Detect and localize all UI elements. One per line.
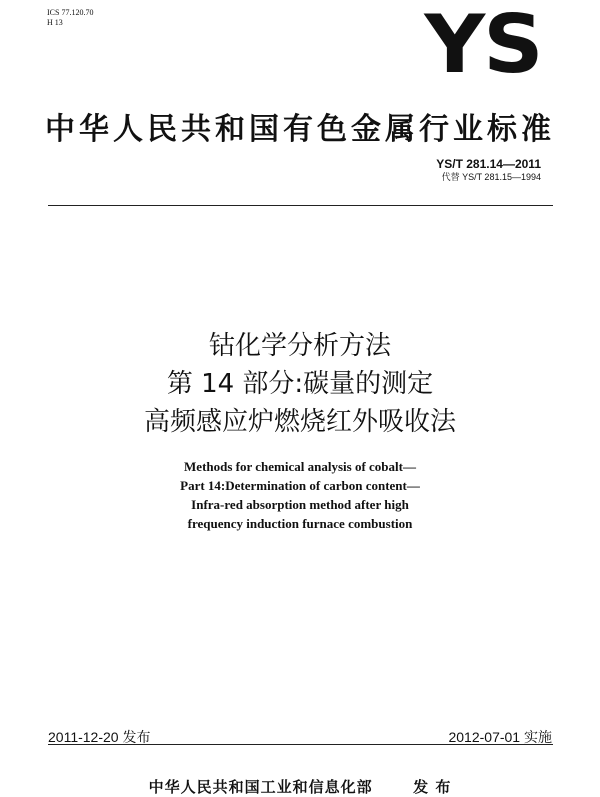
issue-date: 2011-12-20 发布 xyxy=(48,729,151,745)
issuer-action: 发 布 xyxy=(413,778,452,796)
implementation-date: 2012-07-01 实施 xyxy=(448,729,552,745)
en-title-line4: frequency induction furnace combustion xyxy=(187,516,413,531)
issuer-name: 中华人民共和国工业和信息化部 xyxy=(148,778,373,796)
top-divider xyxy=(48,205,553,206)
issuer-line xyxy=(0,776,600,797)
bottom-divider xyxy=(48,744,553,745)
en-title-line3: Infra-red absorption method after high xyxy=(191,497,409,512)
ys-logo: YS xyxy=(424,0,542,91)
cn-title-line2: 第 14 部分:碳量的测定 xyxy=(166,369,434,399)
en-title-line1: Methods for chemical analysis of cobalt— xyxy=(184,459,416,474)
standard-number-block xyxy=(436,158,541,184)
ics-code: ICS 77.120.70 xyxy=(47,8,94,17)
replaces-standard: 代替 YS/T 281.15—1994 xyxy=(441,172,541,182)
classification-block xyxy=(47,8,93,28)
standard-number: YS/T 281.14—2011 xyxy=(436,157,541,171)
cn-title-line3: 高频感应炉燃烧红外吸收法 xyxy=(143,407,456,437)
en-title-line2: Part 14:Determination of carbon content— xyxy=(180,478,420,493)
industry-standard-title: 中华人民共和国有色金属行业标准 xyxy=(45,112,555,147)
class-code: H 13 xyxy=(47,18,63,27)
cn-title-line1: 钴化学分析方法 xyxy=(208,331,391,361)
